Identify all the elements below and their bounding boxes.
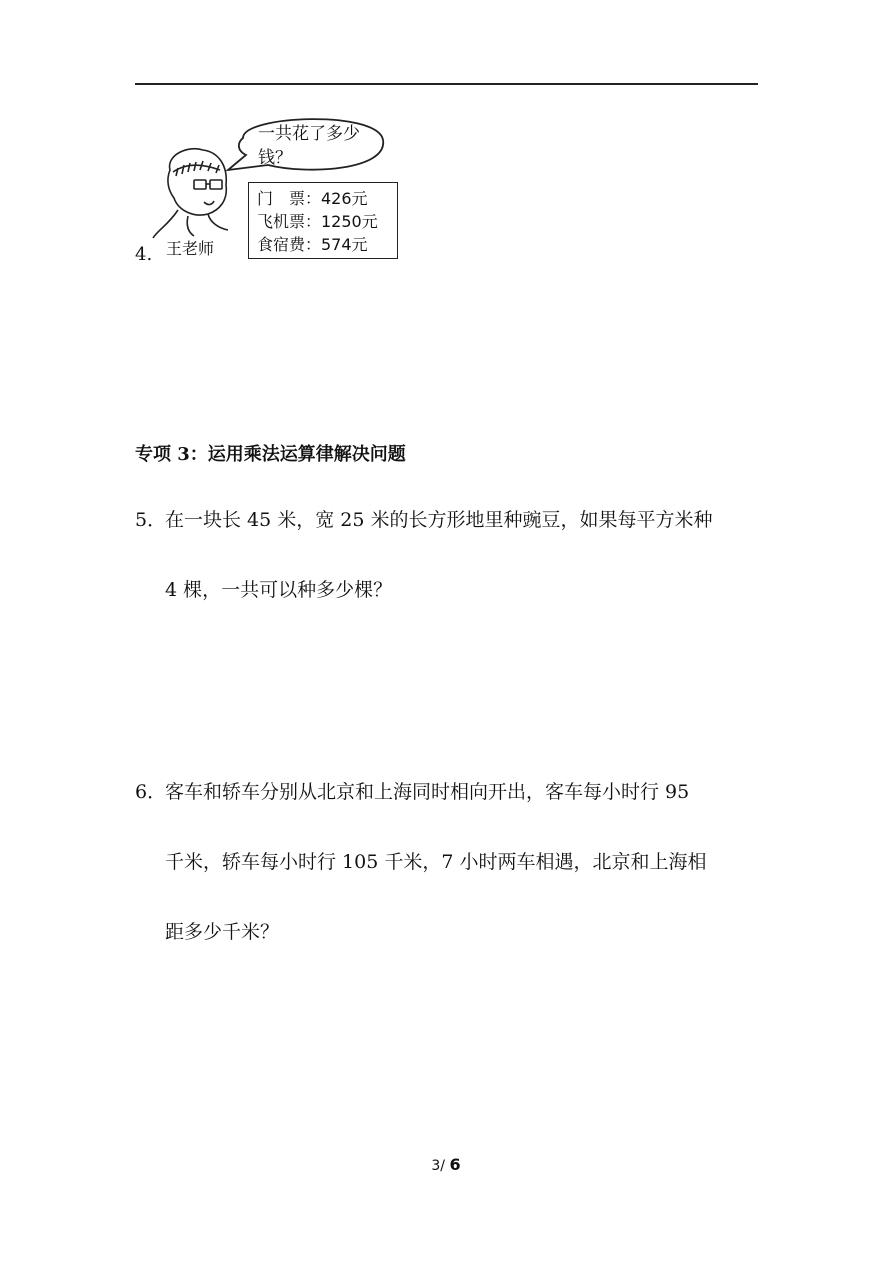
question-5-line-1: 在一块长 45 米，宽 25 米的长方形地里种豌豆，如果每平方米种 bbox=[165, 509, 713, 531]
cost-list-box bbox=[248, 182, 398, 259]
page-footer bbox=[0, 1155, 892, 1174]
page-total: 6 bbox=[449, 1155, 461, 1174]
cost-lodging: 食宿费：574元 bbox=[257, 235, 368, 254]
page-number: 3/ bbox=[431, 1158, 446, 1174]
question-5-line-2: 4 棵，一共可以种多少棵？ bbox=[165, 579, 393, 601]
question-6-line-2: 千米，轿车每小时行 105 千米，7 小时两车相遇，北京和上海相 bbox=[165, 851, 707, 873]
cost-flight: 飞机票：1250元 bbox=[257, 212, 378, 231]
header-rule bbox=[135, 83, 758, 85]
question-6-line-3: 距多少千米？ bbox=[165, 921, 280, 943]
speech-bubble-text: 一共花了多少钱？ bbox=[258, 124, 360, 168]
question-6-line-1: 客车和轿车分别从北京和上海同时相向开出，客车每小时行 95 bbox=[165, 781, 690, 803]
teacher-name-label: 王老师 bbox=[166, 239, 215, 258]
question-4-number: 4. bbox=[135, 244, 153, 265]
section-3-heading: 专项 3：运用乘法运算律解决问题 bbox=[135, 444, 406, 465]
question-6-number: 6． bbox=[135, 781, 167, 803]
cost-ticket: 门 票：426元 bbox=[257, 189, 368, 208]
question-5-number: 5． bbox=[135, 509, 167, 531]
